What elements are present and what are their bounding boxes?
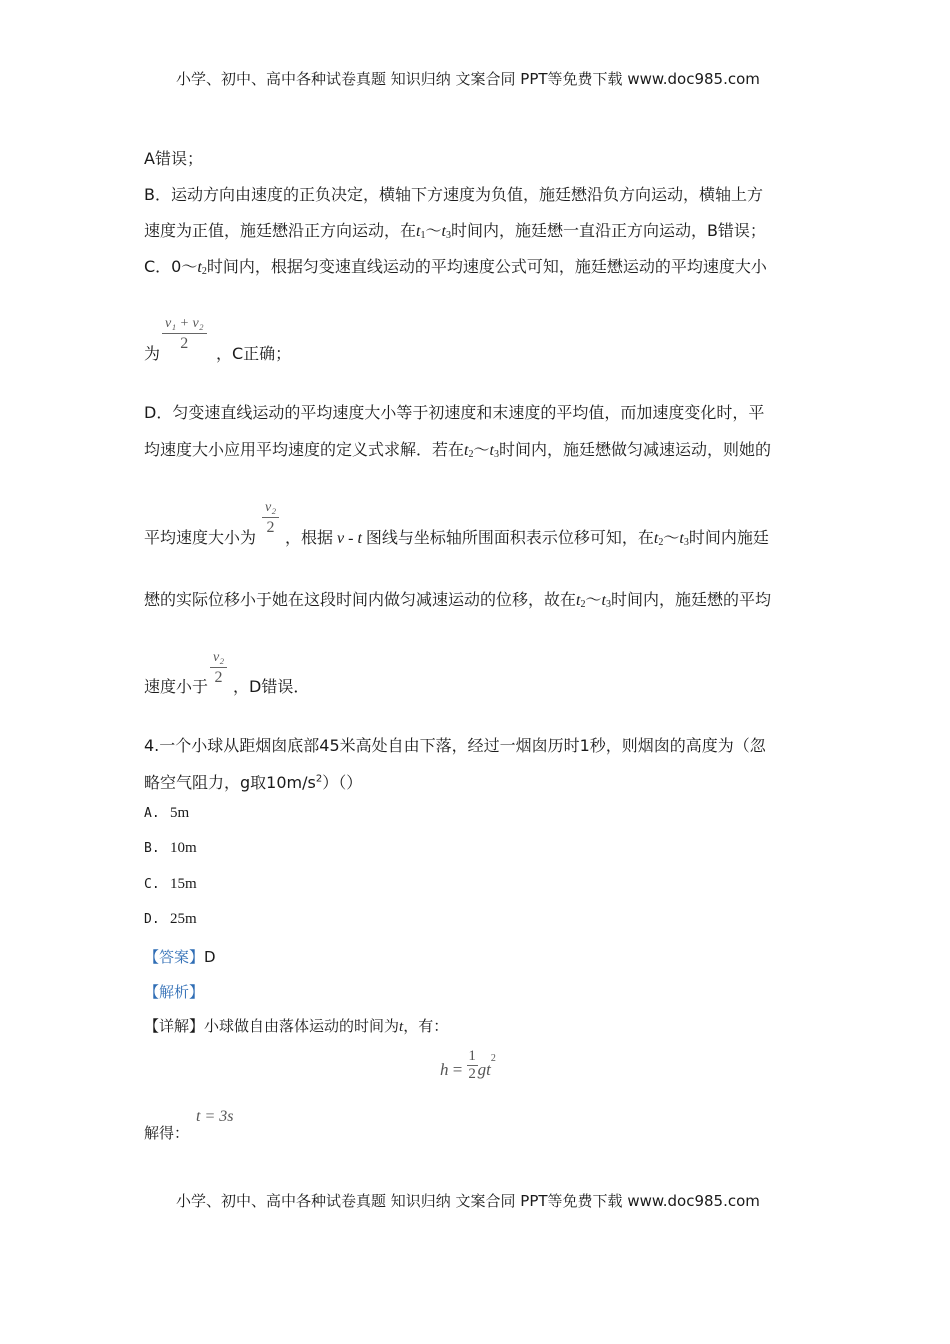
equation-free-fall: h = $\frac{1}{2}$ $gt^2$ [440, 1048, 496, 1082]
q4-analysis-label: 【解析】 [144, 983, 205, 1001]
q4-stem-1: 4.一个小球从距烟囱底部45米高处自由下落，经过一烟囱历时1秒，则烟囱的高度为（忽 [144, 736, 766, 755]
line-d-4: 懋的实际位移小于她在这段时间内做匀减速运动的位移，故在$t_2\sim t_3$时间内，施廷懋的平均 [144, 590, 771, 610]
fraction-v2-over-2: v₂ 2 [262, 500, 279, 537]
q4-option-a: A. 5m [144, 805, 190, 821]
line-d-3b: ，根据 v - t 图线与坐标轴所围面积表示位移可知，在$t_2\sim t_3$时间内施廷 [285, 528, 769, 548]
line-a-wrong: A错误； [144, 149, 203, 168]
fraction-v2-over-2-b: v₂ 2 [210, 650, 227, 687]
q4-option-b: B. 10m [144, 840, 197, 856]
q4-solve-value: t = 3s [196, 1108, 234, 1125]
line-d-3a: 平均速度大小为 [144, 528, 257, 547]
line-c-suffix: ，C正确； [216, 344, 292, 363]
line-d-1: D．匀变速直线运动的平均速度大小等于初速度和末速度的平均值，而加速度变化时，平 [144, 403, 765, 422]
line-b-2: 速度为正值，施廷懋沿正方向运动，在$t_1\sim t_3$时间内，施廷懋一直沿正方向运动，B错误； [144, 221, 766, 241]
page-footer: 小学、初中、高中各种试卷真题 知识归纳 文案合同 PPT等免费下载 www.doc985.com [176, 1192, 760, 1210]
page-header: 小学、初中、高中各种试卷真题 知识归纳 文案合同 PPT等免费下载 www.doc985.com [176, 70, 760, 88]
q4-detail: 【详解】小球做自由落体运动的时间为t，有： [144, 1017, 449, 1035]
q4-option-c: C. 15m [144, 876, 197, 892]
q4-answer: 【答案】D [144, 948, 216, 966]
q4-stem-2: 略空气阻力，g取$10m/s^2)()$ [144, 773, 363, 792]
q4-solve-label: 解得： [144, 1124, 190, 1142]
line-c-wei: 为 [144, 344, 161, 363]
line-d-5b: ，D错误． [233, 677, 310, 696]
line-d-2: 均速度大小应用平均速度的定义式求解．若在$t_2\sim t_3$时间内，施廷懋做匀减速运动，则她的 [144, 440, 771, 460]
fraction-v1-plus-v2: v₁ + v₂ 2 [162, 316, 207, 353]
line-b-1: B．运动方向由速度的正负决定，横轴下方速度为负值，施廷懋沿负方向运动，横轴上方 [144, 185, 763, 204]
line-d-5a: 速度小于 [144, 677, 209, 696]
q4-option-d: D. 25m [144, 911, 197, 927]
line-c-1: C．$0\sim t_2$时间内，根据匀变速直线运动的平均速度公式可知，施廷懋运动的平均速度大小 [144, 257, 767, 277]
